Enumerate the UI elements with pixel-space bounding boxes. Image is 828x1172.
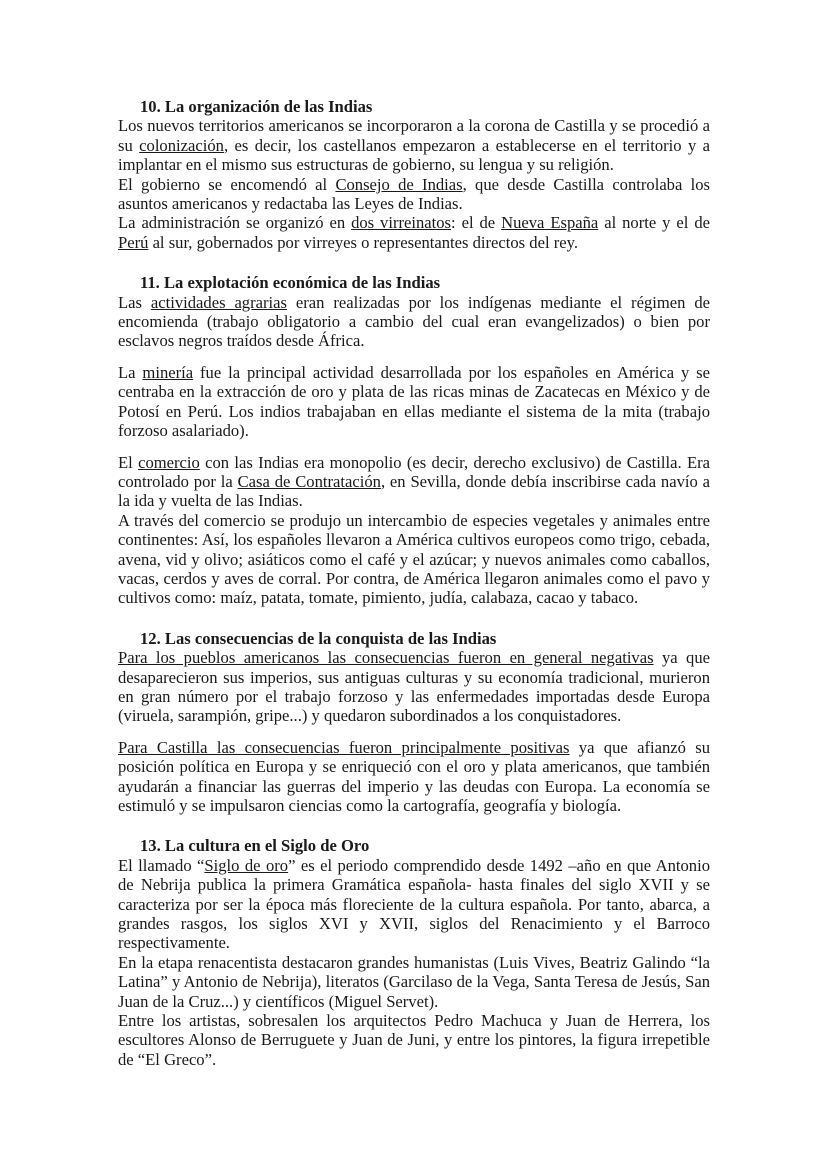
document-content (118, 97, 710, 1069)
text-run: Los nuevos territorios americanos se incorporaron a la corona de Castilla y se procedió a su (118, 116, 710, 155)
text-run: , es decir, los castellanos empezaron a establecerse en el territorio y a implantar en el mismo sus estructuras de gobierno, su lengua y su religión. (118, 135, 711, 175)
text-run: : el de (451, 213, 502, 233)
text-run: El llamado “ (118, 855, 205, 875)
underlined-text: minería (142, 362, 194, 382)
underlined-text: Nueva España (501, 213, 599, 233)
paragraph (118, 213, 710, 252)
text-run: En la etapa renacentista destacaron grandes humanistas (Luis Vives, Beatriz Galindo “la Latina” y Antonio de Nebrija), literatos (Garcilaso de la Vega, Santa Teresa de Jesús, San Juan de la Cruz...) y científicos (Miguel Servet). (118, 952, 710, 1011)
underlined-text: Para los pueblos americanos las consecuencias fueron en general negativas (118, 648, 654, 668)
paragraph (118, 648, 710, 726)
text-run: , que desde Castilla controlaba los asuntos americanos y redactaba las Leyes de Indias. (118, 174, 710, 214)
text-run: , en Sevilla, donde debía inscribirse cada navío a la ida y vuelta de las Indias. (118, 471, 710, 511)
text-run: fue la principal actividad desarrollada por los españoles en América y se centraba en la extracción de oro y plata de las ricas minas de Zacatecas en México y de Potosí en Perú. Los indios trabajaban en ellas mediante el sistema de la mita (trabajo forzoso asalariado). (118, 362, 710, 441)
paragraph (118, 453, 710, 511)
text-run: al norte y el de (598, 213, 710, 233)
text-run: El gobierno se encomendó al (118, 174, 336, 194)
text-run: con las Indias era monopolio (es decir, derecho exclusivo) de Castilla. Era controlado por la (118, 452, 710, 491)
section-heading: 11. La explotación económica de las Indias (140, 273, 441, 293)
paragraph (118, 363, 710, 441)
underlined-text: Perú (118, 232, 149, 252)
text-run: La administración se organizó en (118, 213, 352, 233)
text-run: eran realizadas por los indígenas mediante el régimen de encomienda (trabajo obligatorio a cambio del cual eran evangelizados) o bien por esclavos negros traídos desde África. (118, 292, 711, 351)
text-run: al sur, gobernados por virreyes o representantes directos del rey. (148, 232, 578, 252)
paragraph (118, 1011, 710, 1069)
text-run: La (118, 362, 143, 382)
section-12 (118, 629, 710, 816)
text-run: Entre los artistas, sobresalen los arquitectos Pedro Machuca y Juan de Herrera, los escultores Alonso de Berruguete y Juan de Juni, y entre los pintores, la figura irrepetible de “El Greco”. (118, 1011, 710, 1069)
paragraph (118, 175, 710, 214)
text-run: ya que desaparecieron sus imperios, sus antiguas culturas y su economía tradicional, murieron en gran número por el trabajo forzoso y las enfermedades importadas desde Europa (viruela, sarampión, gripe...) y quedaron subordinados a los conquistadores. (118, 648, 710, 726)
section-10 (118, 97, 710, 252)
paragraph (118, 856, 710, 953)
section-11 (118, 273, 710, 608)
text-run: ” es el periodo comprendido desde 1492 –año en que Antonio de Nebrija publica la primera Gramática española- hasta finales del siglo XVII y se caracteriza por ser la época más floreciente de la cultura española. Por tanto, abarca, a grandes rasgos, los siglos XVI y XVII, siglos del Renacimiento y el Barroco respectivamente. (118, 855, 710, 953)
text-run: ya que afianzó su posición política en Europa y se enriqueció con el oro y plata americanos, que también ayudarán a financiar las guerras del imperio y las deudas con Europa. La economía se estimuló y se impulsaron ciencias como la cartografía, geografía y biología. (118, 737, 710, 815)
underlined-text: comercio (138, 452, 200, 472)
section-13 (118, 836, 710, 1069)
section-heading: 12. Las consecuencias de la conquista de las Indias (140, 628, 497, 648)
paragraph (118, 738, 710, 816)
paragraph (118, 511, 710, 608)
paragraph (118, 953, 710, 1011)
text-run: A través del comercio se produjo un intercambio de especies vegetales y animales entre continentes: Así, los españoles llevaron a América cultivos europeos como trigo, cebada, avena, vid y olivo; asiáticos como el café y el azúcar; y nuevos animales como caballos, vacas, cerdos y aves de corral. Por contra, de América llegaron animales como el pavo y cultivos como: maíz, patata, tomate, pimiento, judía, calabaza, cacao y tabaco. (118, 510, 710, 608)
underlined-text: Casa de Contratación (237, 471, 381, 491)
paragraph (118, 116, 710, 174)
text-run: Las (118, 292, 151, 312)
underlined-text: dos virreinatos (351, 213, 452, 233)
section-heading: 10. La organización de las Indias (140, 97, 373, 116)
underlined-text: Para Castilla las consecuencias fueron principalmente positivas (118, 737, 570, 757)
underlined-text: Siglo de oro (204, 855, 289, 875)
underlined-text: actividades agrarias (150, 292, 287, 312)
text-run: El (118, 452, 139, 472)
underlined-text: Consejo de Indias (335, 174, 463, 194)
paragraph (118, 293, 710, 351)
underlined-text: colonización (139, 135, 224, 155)
section-heading: 13. La cultura en el Siglo de Oro (140, 836, 370, 856)
